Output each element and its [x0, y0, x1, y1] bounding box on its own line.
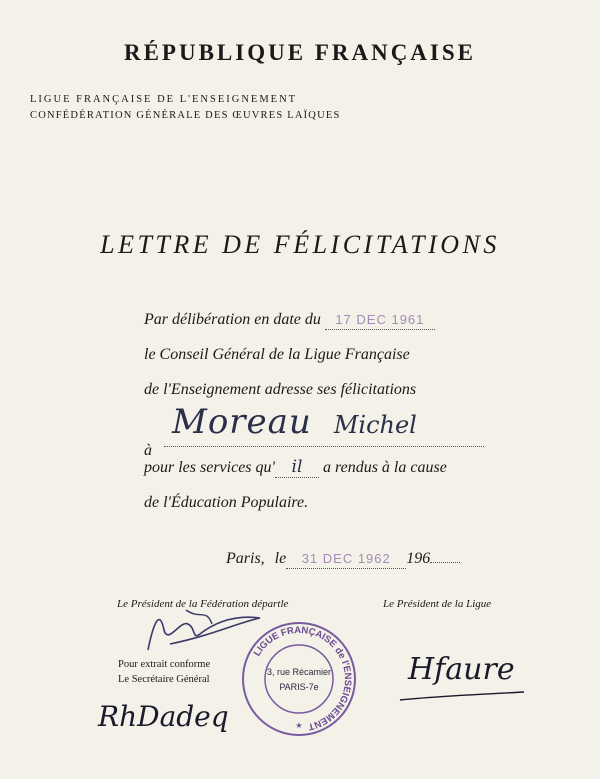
organization-subtitle: CONFÉDÉRATION GÉNÉRALE DES ŒUVRES LAÏQUES	[30, 110, 341, 121]
recipient-surname: Moreau	[172, 402, 312, 442]
deliberation-date-stamp: 17 DEC 1961	[335, 312, 425, 327]
date-field	[286, 550, 406, 569]
secretary-label: Le Secrétaire Général	[118, 674, 210, 685]
date-stamp: 31 DEC 1962	[301, 551, 391, 566]
recipient-firstname: Michel	[333, 411, 417, 439]
services-line	[144, 457, 447, 478]
le-text: le	[274, 550, 287, 567]
services-suffix: a rendus à la cause	[322, 459, 447, 476]
deliberation-line	[144, 311, 435, 330]
league-president-signature: Hfaure	[408, 652, 515, 687]
league-president-label: Le Président de la Ligue	[383, 598, 492, 610]
education-line: de l'Éducation Populaire.	[144, 494, 309, 511]
deliberation-text: Par délibération en date du	[144, 311, 321, 328]
extract-label: Pour extrait conforme	[118, 659, 211, 670]
republic-heading: RÉPUBLIQUE FRANÇAISE	[123, 40, 476, 65]
letter-title: LETTRE DE FÉLICITATIONS	[100, 230, 500, 259]
recipient-prefix: à	[144, 442, 152, 459]
recipient-underline	[164, 446, 484, 447]
organization-name: LIGUE FRANÇAISE DE L'ENSEIGNEMENT	[30, 94, 298, 105]
seal-star-icon: ★	[295, 721, 303, 730]
year-suffix-field	[430, 562, 460, 563]
year-prefix: 196	[406, 550, 431, 567]
deliberation-date-field	[325, 311, 435, 330]
seal-address: 3, rue Récamier	[266, 667, 332, 677]
place-date-line	[226, 550, 460, 569]
seal-outer-text-path: LIGUE FRANÇAISE de l'ENSEIGNEMENT	[251, 624, 354, 733]
seal-city: PARIS-7e	[279, 682, 319, 692]
congratulations-line: de l'Enseignement adresse ses félicitations	[144, 381, 417, 398]
recipient-line	[144, 402, 417, 459]
svg-text:LIGUE FRANÇAISE de l'ENSEIGNEM	[252, 625, 353, 732]
secretary-general-signature: RhDadeq	[98, 700, 229, 733]
services-prefix: pour les services qu'	[144, 459, 275, 476]
pronoun-field: il	[275, 457, 319, 478]
league-signature-underline	[398, 690, 528, 704]
place-text: Paris,	[226, 550, 265, 567]
federation-president-label: Le Président de la Fédération départle	[117, 598, 289, 610]
league-seal	[240, 620, 358, 738]
council-line: le Conseil Général de la Ligue Française	[144, 346, 410, 363]
